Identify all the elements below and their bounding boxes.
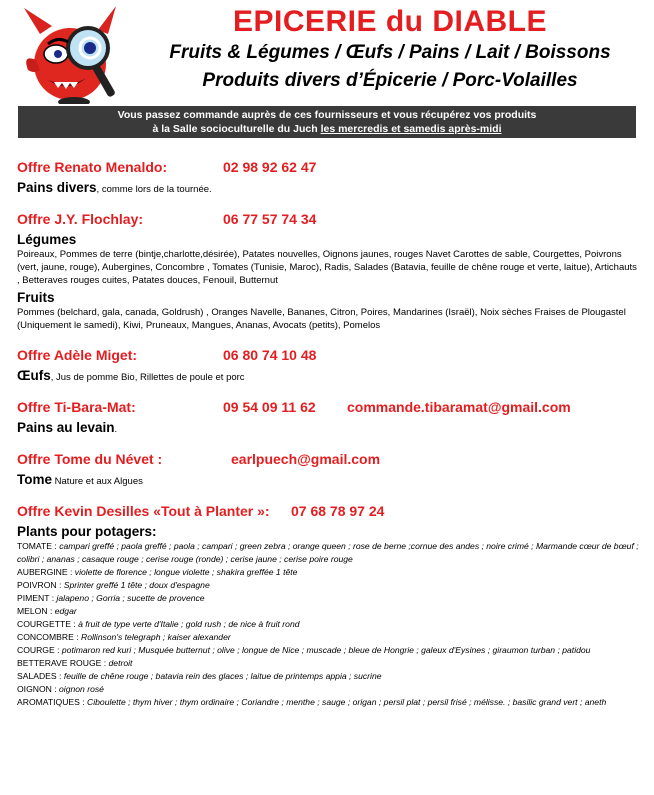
offer-phone: 09 54 09 11 62 — [223, 399, 316, 415]
list-item: AUBERGINE : violette de florence ; longue violette ; shakira greffée 1 tête — [17, 567, 298, 577]
list-item: CONCOMBRE : Rollinson's telegraph ; kaiser alexander — [17, 632, 231, 642]
list-item: PIMENT : jalapeno ; Gorria ; sucette de provence — [17, 593, 205, 603]
product-rest: Nature et aux Algues — [52, 476, 143, 487]
offers-list — [17, 158, 639, 709]
product-rest: . — [114, 424, 118, 435]
offer-header-tibaramat — [17, 398, 639, 416]
offer-product — [17, 419, 639, 436]
header — [0, 0, 654, 106]
offer-product — [17, 179, 639, 196]
offer-email-link[interactable]: earlpuech@gmail.com — [231, 451, 381, 467]
list-item: OIGNON : oignon rosé — [17, 684, 104, 694]
offer-header-miget — [17, 346, 639, 364]
subtitle-line-2: Produits divers d’Épicerie / Porc-Volailles — [202, 70, 578, 91]
list-item: COURGETTE : à fruit de type verte d'Italie ; gold rush ; de nice à fruit rond — [17, 619, 300, 629]
product-bold: Tome — [17, 472, 53, 487]
banner-line-1: Vous passez commande auprès de ces fournisseurs et vous récupérez vos produits — [117, 109, 537, 121]
fruits-list: Pommes (belchard, gala, canada, Goldrush) , Oranges Navelle, Bananes, Citron, Poires, Mandarines (Israël), Noix sèches Fraises de Plougastel (Uniquement le samedi), Kiwi, Pruneaux, Mangues, Ananas, Avocats (petits), Pomelos — [17, 307, 626, 331]
offer-name: Offre Tome du Névet : — [17, 451, 163, 467]
product-bold: Œufs — [17, 368, 51, 383]
list-item: BETTERAVE ROUGE : detroit — [17, 658, 133, 668]
offer-email-link[interactable]: commande.tibaramat@gmail.com — [347, 399, 571, 415]
list-item: SALADES : feuille de chêne rouge ; batavia rein des glaces ; laitue de printemps appia ; sucrine — [17, 671, 382, 681]
offer-name: Offre J.Y. Flochlay: — [17, 211, 144, 227]
offer-name: Offre Renato Menaldo: — [17, 159, 168, 175]
product-bold: Pains divers — [17, 180, 97, 195]
banner-line-2 — [18, 122, 636, 136]
offer-product — [17, 367, 639, 384]
info-banner — [18, 106, 636, 138]
product-bold: Pains au levain — [17, 420, 115, 435]
list-item: COURGE : potimaron red kuri ; Musquée butternut ; olive ; longue de Nice ; muscade ; bleue de Hongrie ; galeux d'Eysines ; giraumon turban ; patidou — [17, 645, 591, 655]
offer-header-renato — [17, 158, 639, 176]
plants-list — [17, 540, 639, 709]
subtitle-line-1: Fruits & Légumes / Œufs / Pains / Lait / Boissons — [169, 42, 611, 63]
list-item: TOMATE : campari greffé ; paola greffé ; paola ; campari ; green zebra ; orange queen ; rose de berne ;cornue des andes ; noire crimé ; Marmande cœur de bœuf ; colibri ; ananas ; casaque rouge ; cerise rouge (ronde) ; cerise jaune ; cerise poire rouge — [17, 541, 639, 564]
devil-magnifier-icon — [18, 4, 128, 104]
offer-name: Offre Ti-Bara-Mat: — [17, 399, 136, 415]
offer-header-tome-nevet — [17, 450, 639, 468]
product-rest: , comme lors de la tournée. — [96, 184, 212, 195]
offer-name: Offre Adèle Miget: — [17, 347, 138, 363]
list-item: MELON : edgar — [17, 606, 77, 616]
banner-days-underlined: les mercredis et samedis après-midi — [320, 123, 502, 135]
banner-line-2-prefix: à la Salle socioculturelle du Juch — [152, 123, 321, 135]
list-item: AROMATIQUES : Ciboulette ; thym hiver ; thym ordinaire ; Coriandre ; menthe ; sauge ; origan ; persil plat ; persil frisé ; mélisse. ; basilic grand vert ; aneth — [17, 697, 607, 707]
offer-product — [17, 471, 639, 488]
fruits-title: Fruits — [17, 290, 55, 305]
offer-phone: 07 68 78 97 24 — [291, 503, 385, 519]
offer-phone: 06 77 57 74 34 — [223, 211, 317, 227]
offer-phone: 06 80 74 10 48 — [223, 347, 317, 363]
offer-header-desilles — [17, 502, 639, 520]
offer-phone: 02 98 92 62 47 — [223, 159, 317, 175]
offer-name: Offre Kevin Desilles «Tout à Planter »: — [17, 503, 270, 519]
page-title: EPICERIE du DIABLE — [232, 5, 548, 38]
offer-header-flochlay — [17, 210, 639, 228]
vegetables-title: Légumes — [17, 232, 77, 247]
vegetables-list: Poireaux, Pommes de terre (bintje,charlotte,désirée), Patates nouvelles, Oignons jaunes, rouges Navet Carottes de sable, Courgettes, Poivrons (vert, jaune, rouge), Aubergines, Concombre , Tomates (Tunisie, Maroc), Radis, Salades (Batavia, feuille de chêne rouge et verte, laitue), Artichauts , Betteraves rouges cuites, Patates douces, Fenouil, Butternut — [17, 249, 637, 286]
list-item: POIVRON : Sprinter greffé 1 tête ; doux d'espagne — [17, 580, 210, 590]
plants-title: Plants pour potagers: — [17, 524, 157, 539]
product-rest: , Jus de pomme Bio, Rillettes de poule et porc — [50, 372, 245, 383]
